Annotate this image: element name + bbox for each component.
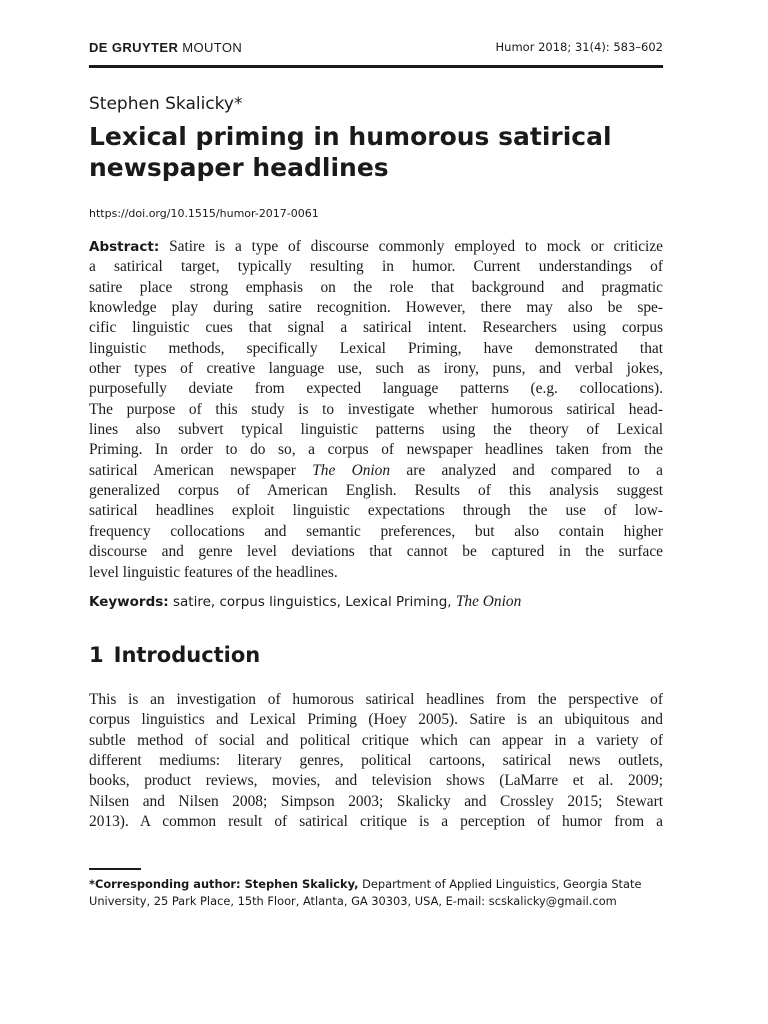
intro-line: Nilsen and Nilsen 2008; Simpson 2003; Skalicky and Crossley 2015; Stewart [89,792,663,810]
abstract-line: other types of creative language use, such as irony, puns, and verbal jokes, [89,360,663,378]
section-heading [89,643,260,667]
publisher-name-bold: DE GRUYTER [89,40,179,55]
article-title-line: newspaper headlines [89,153,389,182]
footnote-line [89,876,663,893]
abstract-line: frequency collocations and semantic preferences, but also contain higher [89,522,663,540]
footnote-line: University, 25 Park Place, 15th Floor, Atlanta, GA 30303, USA, E-mail: scskalicky@gmail.com [89,894,617,908]
doi-link[interactable]: https://doi.org/10.1515/humor-2017-0061 [89,207,319,220]
intro-line: 2013). A common result of satirical critique is a perception of humor from a [89,813,663,831]
author-name: Stephen Skalicky* [89,94,243,114]
keywords-label: Keywords: [89,594,169,610]
abstract-line: purposefully deviate from expected language patterns (e.g. collocations). [89,380,663,398]
footnote [89,876,663,910]
abstract-line: knowledge play during satire recognition. However, there may also be spe- [89,299,663,317]
abstract-line: linguistic methods, specifically Lexical Priming, have demonstrated that [89,339,663,357]
keywords-italic: The Onion [455,593,522,610]
article-title-line: Lexical priming in humorous satirical [89,122,612,151]
journal-citation: Humor 2018; 31(4): 583–602 [495,40,663,54]
abstract-text: Satire is a type of discourse commonly employed to mock or criticize [169,238,663,255]
abstract-line [89,237,663,257]
section-number: 1 [89,643,104,667]
intro-line: books, product reviews, movies, and television shows (LaMarre et al. 2009; [89,772,663,790]
abstract-text: satirical American newspaper [89,461,313,479]
keywords-text: satire, corpus linguistics, Lexical Priming, [172,594,452,610]
intro-line: different mediums: literary genres, political cartoons, satirical news outlets, [89,752,663,770]
abstract-line: generalized corpus of American English. Results of this analysis suggest [89,482,663,500]
abstract-line: satirical headlines exploit linguistic expectations through the use of low- [89,502,663,520]
abstract-line [89,461,663,481]
abstract-line: cific linguistic cues that signal a satirical intent. Researchers using corpus [89,319,663,337]
intro-line: This is an investigation of humorous satirical headlines from the perspective of [89,691,663,708]
abstract-label: Abstract: [89,239,160,255]
intro-line: subtle method of social and political critique which can appear in a variety of [89,731,663,749]
footnote-rule [89,868,141,870]
header-rule [89,65,663,68]
abstract-line: a satirical target, typically resulting in humor. Current understandings of [89,258,663,276]
publisher-name [89,40,242,55]
abstract-line: Priming. In order to do so, a corpus of newspaper headlines taken from the [89,441,663,459]
keywords [89,593,663,611]
publisher-name-rest: MOUTON [182,40,243,55]
abstract-line: lines also subvert typical linguistic patterns using the theory of Lexical [89,421,663,439]
footnote-text: Department of Applied Linguistics, Georgia State [362,877,642,891]
section-title: Introduction [113,643,261,667]
abstract-line: level linguistic features of the headlines. [89,563,338,581]
abstract-line: discourse and genre level deviations that cannot be captured in the surface [89,543,663,561]
article-title [89,121,663,183]
intro-line: corpus linguistics and Lexical Priming (Hoey 2005). Satire is an ubiquitous and [89,711,663,729]
abstract-line: satire place strong emphasis on the role that background and pragmatic [89,278,663,296]
journal-name-onion: The Onion [312,461,391,479]
intro-paragraph [89,690,663,832]
abstract [89,237,663,583]
corresponding-author-label: *Corresponding author: Stephen Skalicky, [89,877,359,891]
abstract-line: The purpose of this study is to investigate whether humorous satirical head- [89,400,663,418]
page-header [89,40,663,60]
abstract-text: are analyzed and compared to a [390,461,663,479]
